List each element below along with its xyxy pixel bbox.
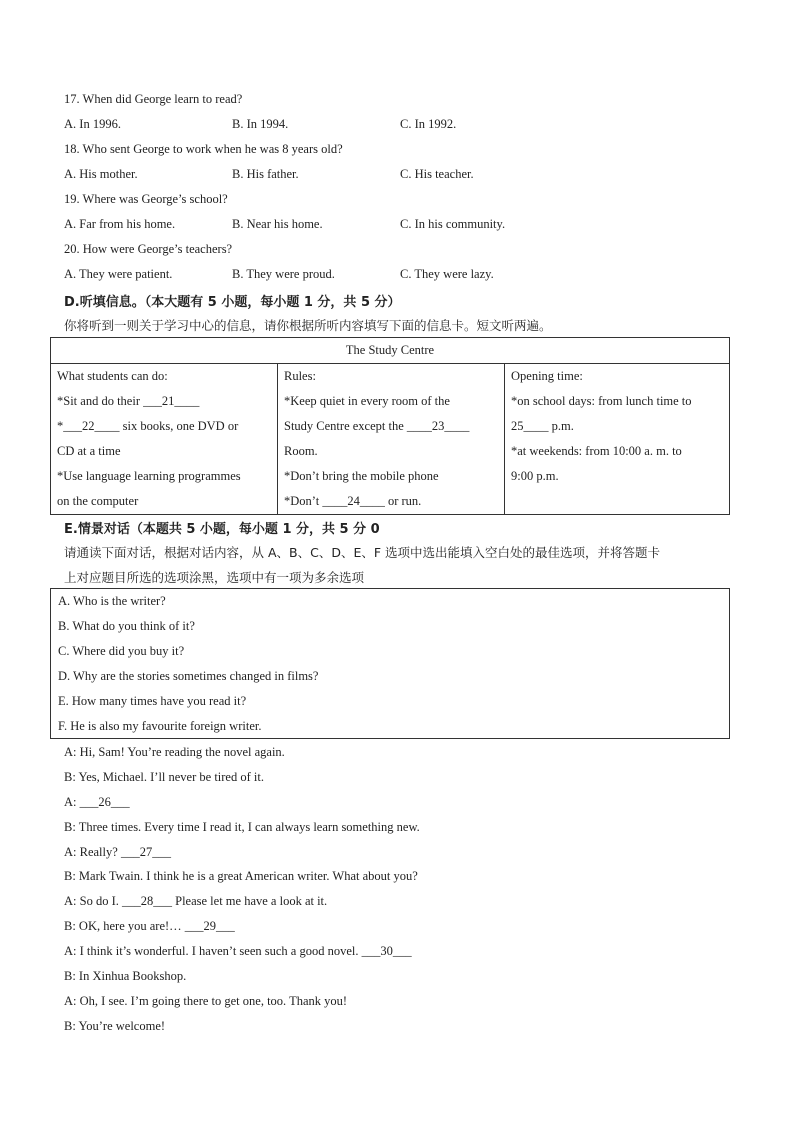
option-a: A. Who is the writer?	[58, 594, 166, 608]
col1-heading: What students can do:	[57, 369, 168, 383]
opening-time-cell	[505, 364, 730, 515]
option-b: B. What do you think of it?	[58, 619, 195, 633]
q20-option-c: C. They were lazy.	[400, 267, 494, 281]
q20-option-b: B. They were proud.	[232, 267, 335, 281]
options-box	[50, 588, 730, 739]
q18-option-c: C. His teacher.	[400, 167, 474, 181]
dialogue-line: A: Oh, I see. I’m going there to get one, too. Thank you!	[64, 994, 348, 1008]
q18-option-a: A. His mother.	[64, 167, 138, 181]
study-centre-table	[50, 337, 730, 515]
section-e-instruction-1: 请通读下面对话，根据对话内容，从 A、B、C、D、E、F 选项中选出能填入空白处的最佳选项，并将答题卡	[64, 545, 661, 560]
dialogue-line: A: So do I. ___28___ Please let me have a look at it.	[64, 894, 328, 908]
dialogue-line: A: ___26___	[64, 795, 130, 809]
option-f: F. He is also my favourite foreign writer.	[58, 719, 262, 733]
option-e: E. How many times have you read it?	[58, 694, 247, 708]
question-17: 17. When did George learn to read?	[64, 92, 243, 106]
question-20: 20. How were George’s teachers?	[64, 242, 233, 256]
col1-line-computer: on the computer	[57, 494, 139, 508]
dialogue-line: B: Yes, Michael. I’ll never be tired of it.	[64, 770, 264, 784]
option-d: D. Why are the stories sometimes changed in films?	[58, 669, 319, 683]
study-centre-title: The Study Centre	[51, 338, 730, 364]
q19-option-c: C. In his community.	[400, 217, 506, 231]
what-students-can-do-cell	[51, 364, 278, 515]
col3-line-pm: 25____ p.m.	[511, 419, 574, 433]
blank-27[interactable]: ___27___	[120, 845, 171, 859]
blank-21[interactable]: ___21____	[143, 394, 200, 408]
blank-26[interactable]: ___26___	[79, 795, 130, 809]
q17-option-b: B. In 1994.	[232, 117, 289, 131]
section-e-instruction-2: 上对应题目所选的选项涂黑，选项中有一项为多余选项	[64, 570, 365, 585]
dialogue-line: B: Mark Twain. I think he is a great American writer. What about you?	[64, 869, 418, 883]
dialogue-line: A: Really? ___27___	[64, 845, 171, 859]
col1-line-books: *___22____ six books, one DVD or	[57, 419, 239, 433]
col2-heading: Rules:	[284, 369, 316, 383]
col3-line-school-days: *on school days: from lunch time to	[511, 394, 692, 408]
dialogue-line: A: Hi, Sam! You’re reading the novel again.	[64, 745, 285, 759]
q17-option-c: C. In 1992.	[400, 117, 457, 131]
dialogue-line: B: OK, here you are!… ___29___	[64, 919, 235, 933]
q18-option-b: B. His father.	[232, 167, 299, 181]
blank-30[interactable]: ___30___	[361, 944, 412, 958]
col3-line-close: 9:00 p.m.	[511, 469, 559, 483]
blank-29[interactable]: ___29___	[184, 919, 235, 933]
col2-line-room: Room.	[284, 444, 318, 458]
section-e-heading: E.情景对话（本题共 5 小题，每小题 1 分，共 5 分 0	[64, 522, 380, 537]
col1-line-cd: CD at a time	[57, 444, 121, 458]
section-d-heading: D.听填信息。（本大题有 5 小题，每小题 1 分，共 5 分）	[64, 295, 401, 310]
blank-25[interactable]: 25____	[511, 419, 549, 433]
option-c: C. Where did you buy it?	[58, 644, 185, 658]
col2-line-dont: *Don’t ____24____ or run.	[284, 494, 422, 508]
section-d-instruction: 你将听到一则关于学习中心的信息，请你根据所听内容填写下面的信息卡。短文听两遍。	[64, 318, 552, 333]
blank-23[interactable]: ____23____	[406, 419, 470, 433]
col3-line-weekends: *at weekends: from 10:00 a. m. to	[511, 444, 682, 458]
question-18: 18. Who sent George to work when he was 8 years old?	[64, 142, 343, 156]
col3-heading: Opening time:	[511, 369, 583, 383]
dialogue-line: B: Three times. Every time I read it, I can always learn something new.	[64, 820, 420, 834]
blank-28[interactable]: ___28___	[122, 894, 172, 908]
q19-option-a: A. Far from his home.	[64, 217, 176, 231]
dialogue-line: B: In Xinhua Bookshop.	[64, 969, 187, 983]
q17-option-a: A. In 1996.	[64, 117, 121, 131]
q19-option-b: B. Near his home.	[232, 217, 323, 231]
rules-cell	[278, 364, 505, 515]
col2-line-except: Study Centre except the ____23____	[284, 419, 470, 433]
blank-24[interactable]: ____24____	[322, 494, 385, 508]
col1-line-sit: *Sit and do their ___21____	[57, 394, 200, 408]
col2-line-phone: *Don’t bring the mobile phone	[284, 469, 439, 483]
col1-line-programmes: *Use language learning programmes	[57, 469, 241, 483]
dialogue-line: B: You’re welcome!	[64, 1019, 166, 1033]
col2-line-quiet: *Keep quiet in every room of the	[284, 394, 450, 408]
dialogue-line: A: I think it’s wonderful. I haven’t seen such a good novel. ___30___	[64, 944, 412, 958]
blank-22[interactable]: ___22____	[63, 419, 120, 433]
question-19: 19. Where was George’s school?	[64, 192, 228, 206]
q20-option-a: A. They were patient.	[64, 267, 173, 281]
